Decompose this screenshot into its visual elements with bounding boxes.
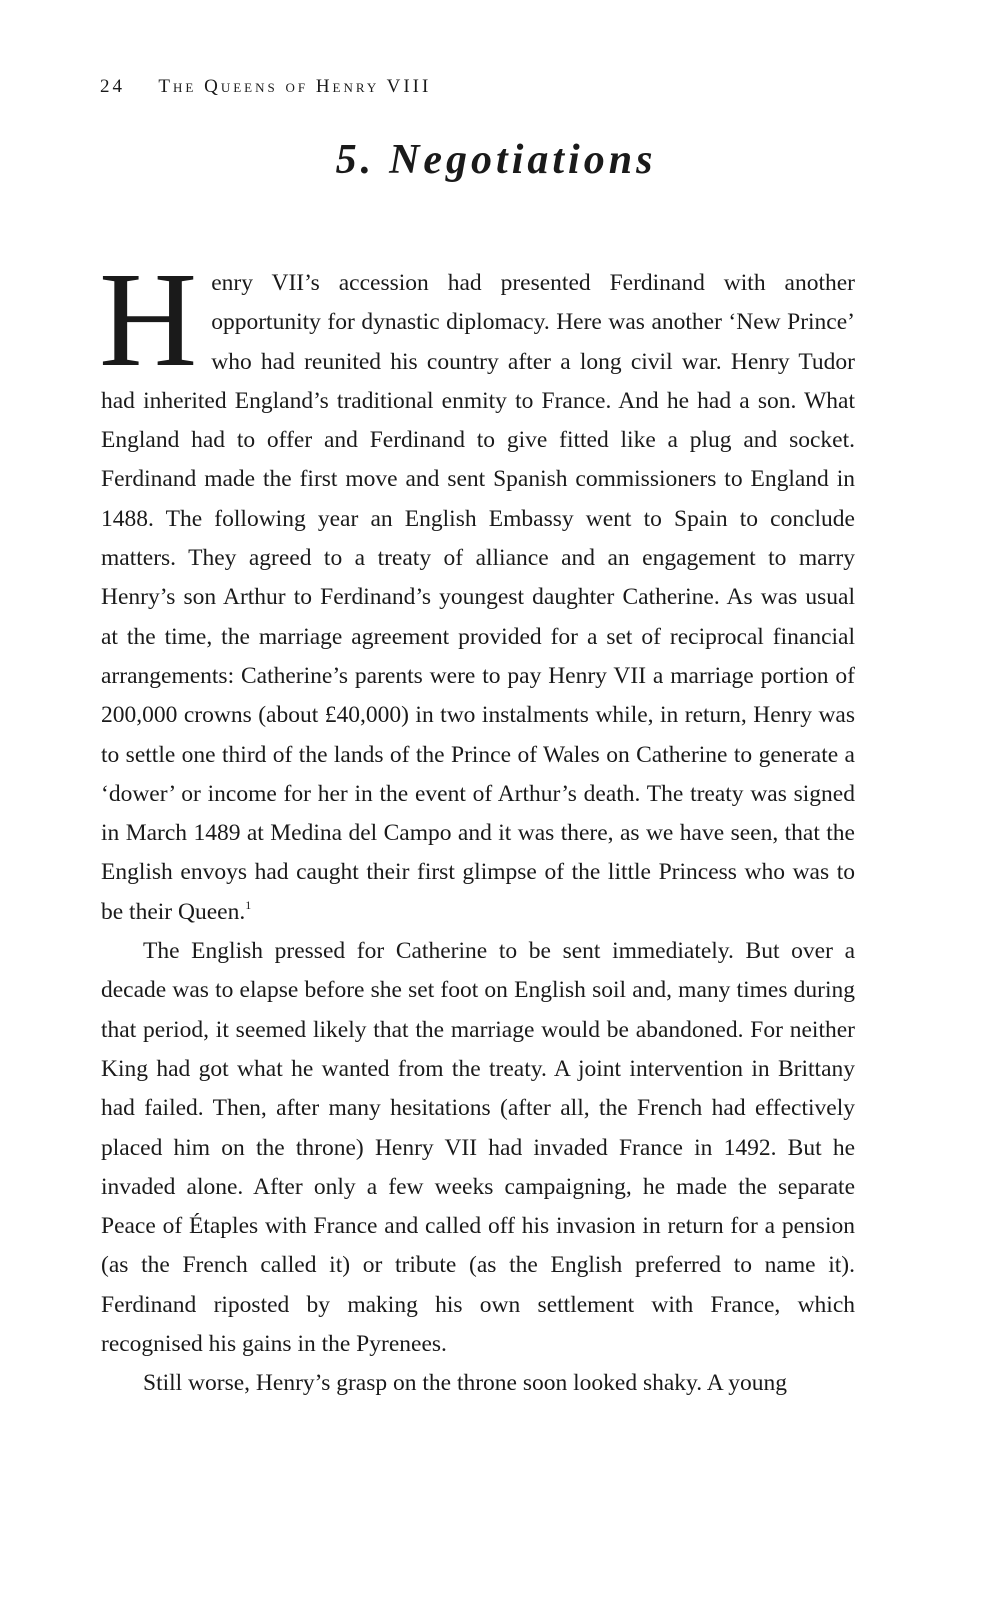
paragraph-3: Still worse, Henry’s grasp on the throne soon looked shaky. A young [143,1370,788,1397]
footnote-marker: 1 [245,897,252,912]
chapter-heading [0,136,992,184]
drop-cap: H [99,245,198,395]
running-head [100,76,431,98]
body-text [99,245,855,1404]
paragraph-2: The English pressed for Catherine to be sent immediately. But over a decade was to elapse before she set foot on English soil and, many times during that period, it seemed likely that the marriage would be abandoned. For neither King had got what he wanted from the treaty. A joint intervention in Brittany had failed. Then, after many hesitations (after all, the French had effectively placed him on the throne) Henry VII had invaded France in 1492. But he invaded alone. After only a few weeks campaigning, he made the separate Peace of Étaples with France and called off his invasion in return for a pension (as the French called it) or tribute (as the English preferred to name it). Ferdinand riposted by making his own settlement with France, which recognised his gains in the Pyrenees. [101,938,855,1358]
chapter-title: Negotiations [389,137,657,183]
paragraph-1-text: enry VII’s accession had presented Ferdinand with another opportunity for dynastic diplomacy. Here was another ‘New Prince’ who had reunited his country after a long civil war. Henry Tudor had inherited England’s traditional enmity to France. And he had a son. What England had to offer and Ferdinand to give fitted like a plug and socket. Ferdinand made the first move and sent Spanish commissioners to England in 1488. The following year an English Embassy went to Spain to conclude matters. They agreed to a treaty of alliance and an engagement to marry Henry’s son Arthur to Ferdinand’s youngest daughter Catherine. As was usual at the time, the marriage agreement provided for a set of reciprocal financial arrangements: Catherine’s parents were to pay Henry VII a marriage portion of 200,000 crowns (about £40,000) in two instalments while, in return, Henry was to settle one third of the lands of the Prince of Wales on Catherine to generate a ‘dower’ or income for her in the event of Arthur’s death. The treaty was signed in March 1489 at Medina del Campo and it was there, as we have seen, that the English envoys had caught their first glimpse of the little Princess who was to be their Queen. [101,270,855,925]
running-head-title: The Queens of Henry VIII [158,76,432,97]
chapter-number: 5. [335,137,376,183]
paragraph-1 [99,245,855,932]
page-number: 24 [100,76,125,97]
